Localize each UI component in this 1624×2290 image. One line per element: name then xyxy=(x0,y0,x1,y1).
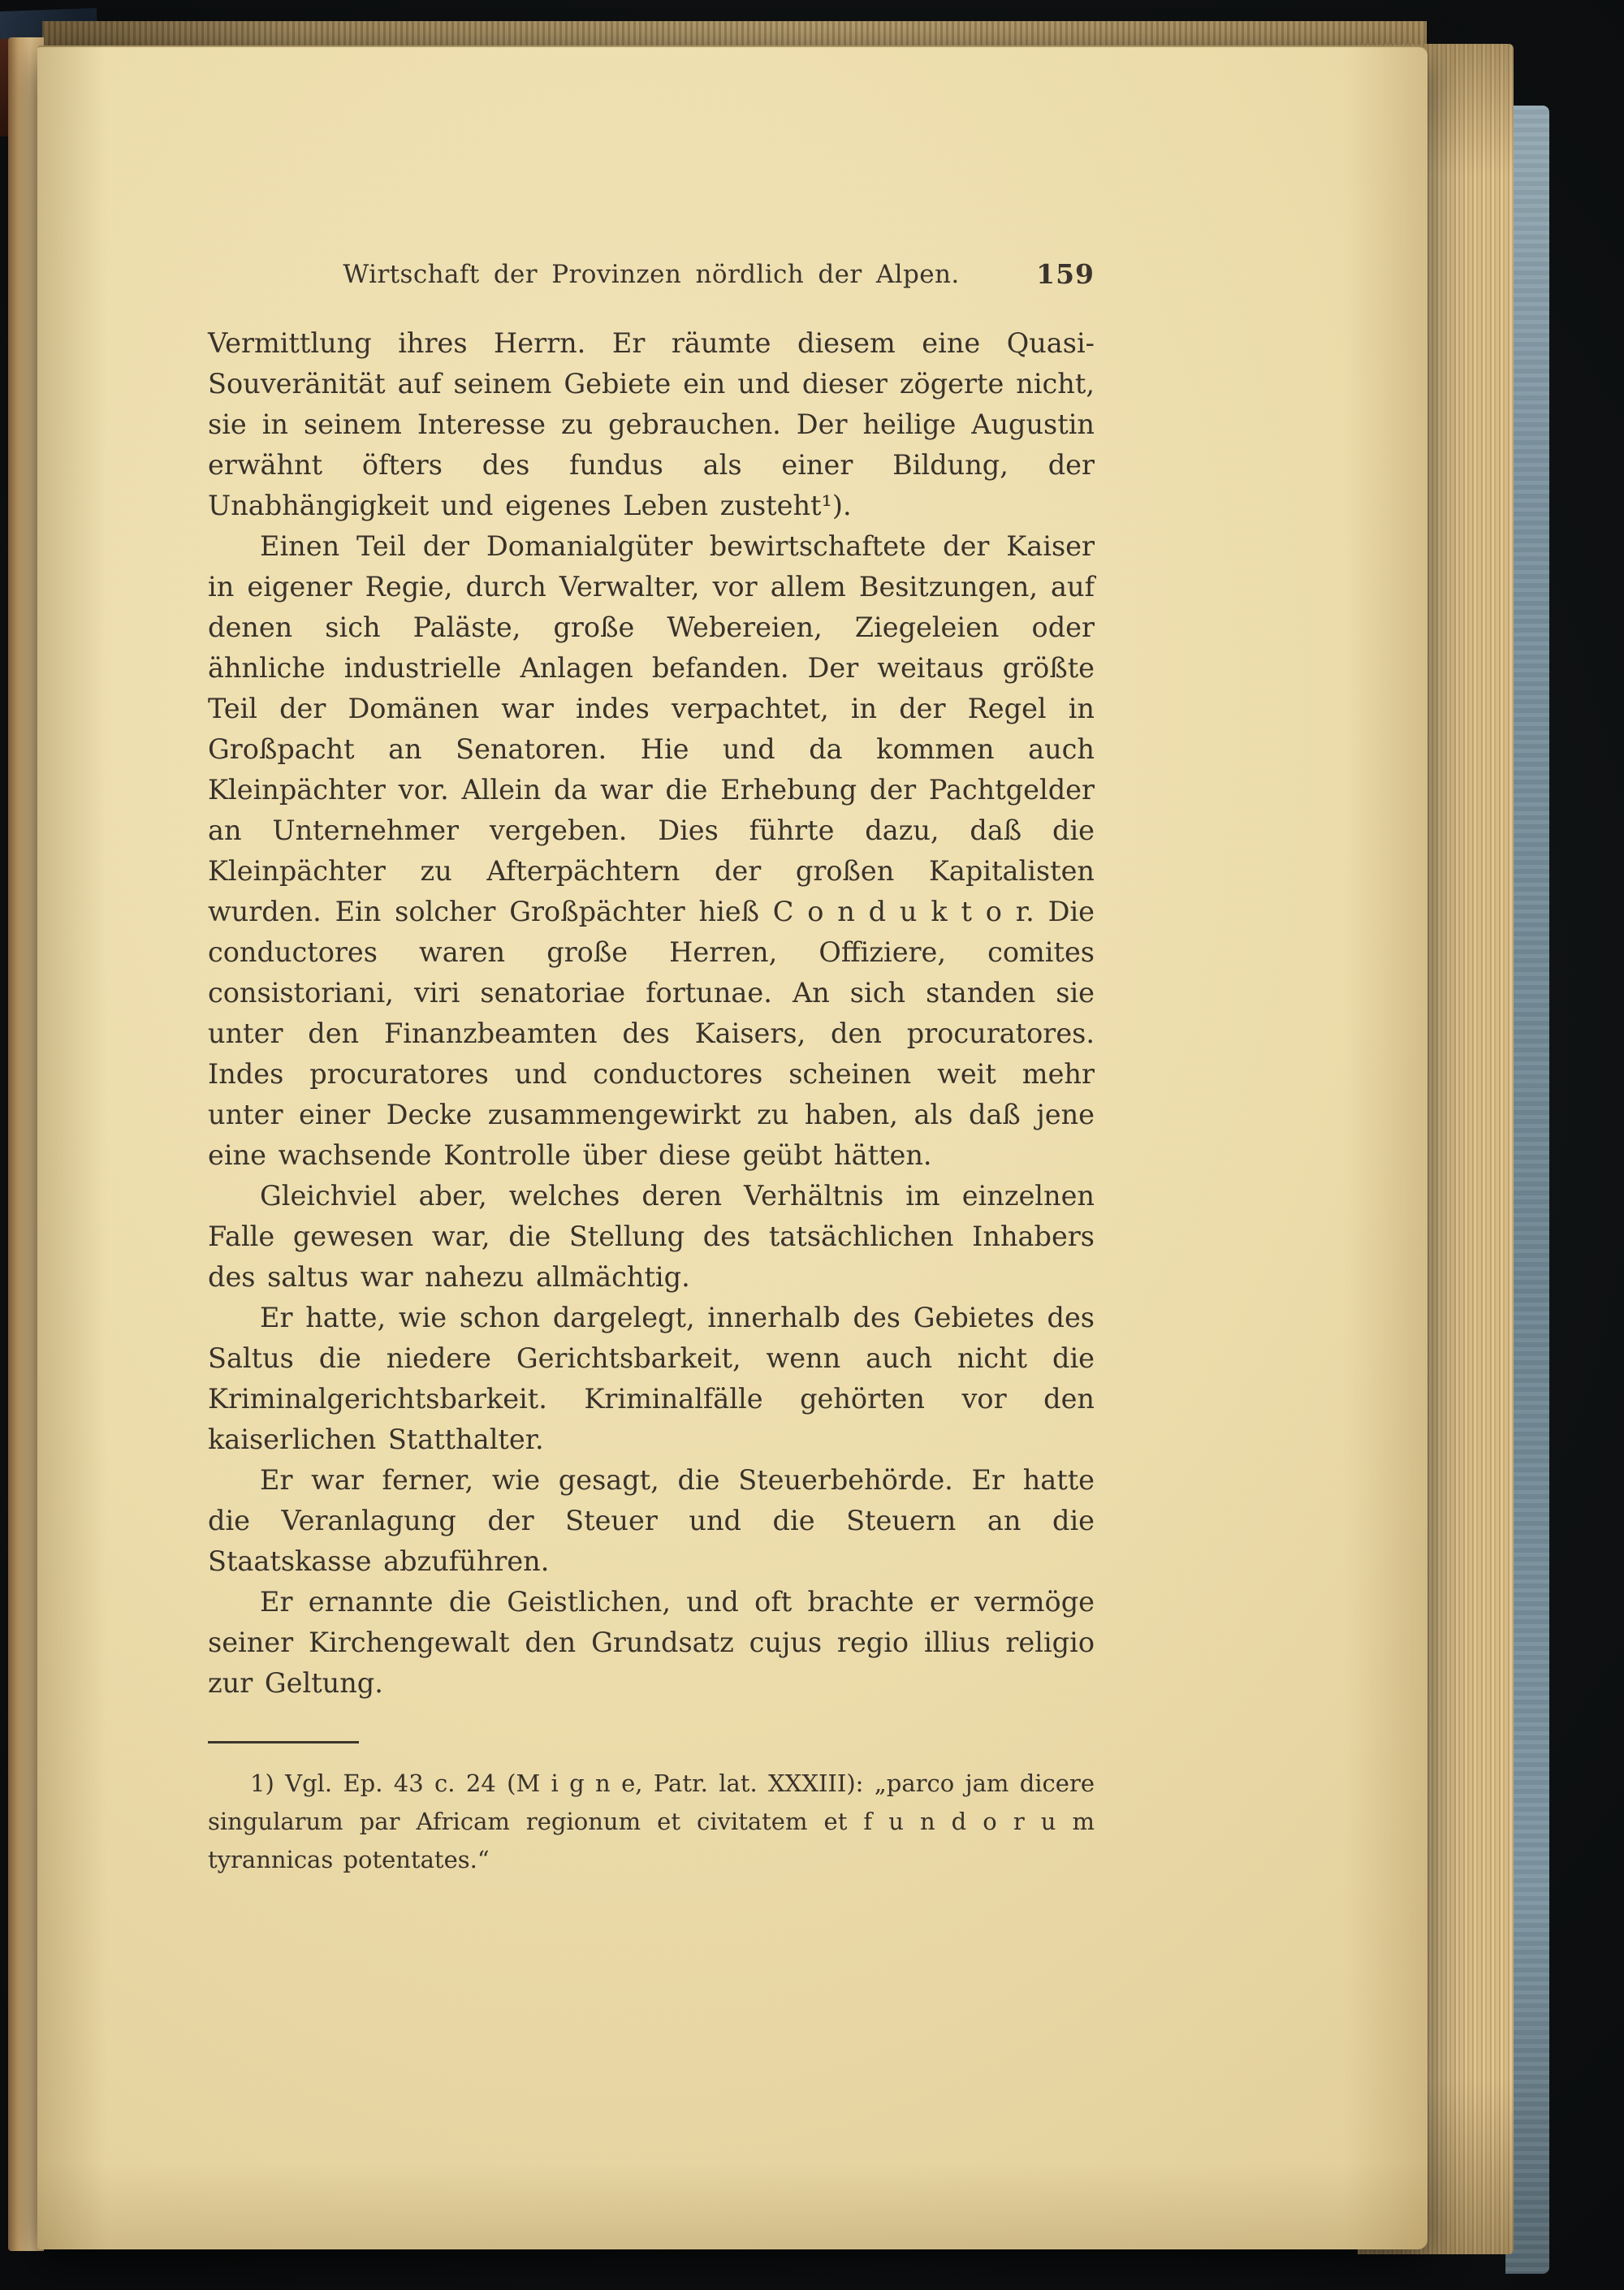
paragraph: Einen Teil der Domanialgüter bewirtschaftete der Kaiser in eigener Regie, durch Verwalter, vor allem Besitzungen, auf denen sich Paläste, große Webereien, Ziegeleien oder ähnliche industrielle Anlagen befanden. Der weitaus größte Teil der Domänen war indes verpachtet, in der Regel in Großpacht an Senatoren. Hie und da kommen auch Kleinpächter vor. Allein da war die Erhebung der Pachtgelder an Unternehmer vergeben. Dies führte dazu, daß die Kleinpächter zu Afterpächtern der großen Kapitalisten wurden. Ein solcher Großpächter hieß C o n d u k t o r. Die conductores waren große Herren, Offiziere, comites consistoriani, viri senatoriae fortunae. An sich standen sie unter den Finanzbeamten des Kaisers, den procuratores. Indes procuratores und conductores scheinen weit mehr unter einer Decke zusammengewirkt zu haben, als daß jene eine wachsende Kontrolle über diese geübt hätten. xyxy=(208,530,1095,1171)
page-content xyxy=(37,47,1427,2249)
running-header-title: Wirtschaft der Provinzen nördlich der Alpen. xyxy=(343,260,960,289)
footnote-rule xyxy=(208,1741,359,1743)
paragraph: Gleichviel aber, welches deren Verhältnis im einzelnen Falle gewesen war, die Stellung des tatsächlichen Inhabers des saltus war nahezu allmächtig. xyxy=(208,1180,1095,1293)
body-text xyxy=(208,323,1095,1704)
page-number: 159 xyxy=(1036,258,1095,290)
paragraph: Er war ferner, wie gesagt, die Steuerbehörde. Er hatte die Veranlagung der Steuer und die Steuern an die Staatskasse abzuführen. xyxy=(208,1464,1095,1577)
footnote-text: 1) Vgl. Ep. 43 c. 24 (M i g n e, Patr. lat. XXXIII): „parco jam dicere singularum par Africam regionum et civitatem et f u n d o r u m tyrannicas potentates.“ xyxy=(208,1769,1095,1873)
paragraph: Vermittlung ihres Herrn. Er räumte diesem eine Quasi-Souveränität auf seinem Gebiete ein und dieser zögerte nicht, sie in seinem Interesse zu gebrauchen. Der heilige Augustin erwähnt öfters des fundus als einer Bildung, der Unabhängigkeit und eigenes Leben zusteht¹). xyxy=(208,327,1095,521)
paragraph: Er ernannte die Geistlichen, und oft brachte er vermöge seiner Kirchengewalt den Grundsatz cujus regio illius religio zur Geltung. xyxy=(208,1586,1095,1699)
footnote-section xyxy=(208,1741,1095,1879)
running-header xyxy=(208,260,1095,289)
book-page xyxy=(37,45,1427,2249)
paragraph: Er hatte, wie schon dargelegt, innerhalb des Gebietes des Saltus die niedere Gerichtsbarkeit, wenn auch nicht die Kriminalgerichtsbarkeit. Kriminalfälle gehörten vor den kaiserlichen Statthalter. xyxy=(208,1302,1095,1455)
